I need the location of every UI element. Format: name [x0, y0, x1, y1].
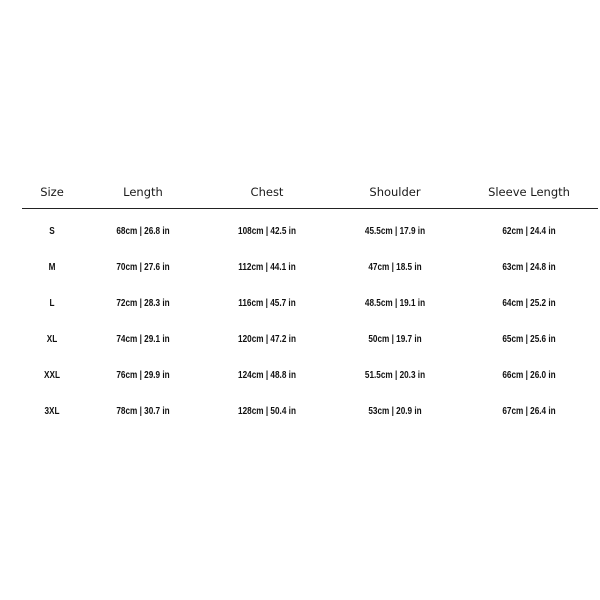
length-cell: 72cm | 28.3 in — [116, 297, 170, 309]
size-cell: L — [49, 297, 55, 309]
chest-cell: 128cm | 50.4 in — [238, 405, 296, 417]
length-cell: 74cm | 29.1 in — [116, 333, 170, 345]
shoulder-cell: 48.5cm | 19.1 in — [364, 297, 426, 309]
sleeve-length-cell: 62cm | 24.4 in — [502, 225, 556, 237]
table-row — [22, 249, 598, 285]
header-chest: Chest — [250, 185, 284, 199]
table-header — [22, 176, 598, 209]
chest-cell: 120cm | 47.2 in — [238, 333, 296, 345]
chest-cell: 116cm | 45.7 in — [238, 297, 296, 309]
chest-cell: 112cm | 44.1 in — [238, 261, 296, 273]
shoulder-cell: 45.5cm | 17.9 in — [364, 225, 426, 237]
shoulder-cell: 51.5cm | 20.3 in — [364, 369, 426, 381]
sleeve-length-cell: 66cm | 26.0 in — [502, 369, 556, 381]
shoulder-cell: 47cm | 18.5 in — [368, 261, 422, 273]
size-cell: XL — [46, 333, 58, 345]
length-cell: 76cm | 29.9 in — [116, 369, 170, 381]
size-cell: XXL — [44, 369, 60, 381]
sleeve-length-cell: 65cm | 25.6 in — [502, 333, 556, 345]
header-shoulder: Shoulder — [369, 185, 421, 199]
size-cell: M — [48, 261, 56, 273]
table-row — [22, 321, 598, 357]
table-row — [22, 393, 598, 429]
sleeve-length-cell: 64cm | 25.2 in — [502, 297, 556, 309]
shoulder-cell: 53cm | 20.9 in — [368, 405, 422, 417]
table-row — [22, 213, 598, 249]
sleeve-length-cell: 63cm | 24.8 in — [502, 261, 556, 273]
chest-cell: 124cm | 48.8 in — [238, 369, 296, 381]
length-cell: 78cm | 30.7 in — [116, 405, 170, 417]
length-cell: 68cm | 26.8 in — [116, 225, 170, 237]
header-length: Length — [123, 185, 163, 199]
chest-cell: 108cm | 42.5 in — [238, 225, 296, 237]
shoulder-cell: 50cm | 19.7 in — [368, 333, 422, 345]
size-cell: S — [49, 225, 55, 237]
length-cell: 70cm | 27.6 in — [116, 261, 170, 273]
sleeve-length-cell: 67cm | 26.4 in — [502, 405, 556, 417]
size-chart-table — [22, 176, 598, 429]
header-sleeve-length: Sleeve Length — [488, 185, 570, 199]
header-size: Size — [40, 185, 64, 199]
table-row — [22, 357, 598, 393]
table-body — [22, 209, 598, 429]
size-cell: 3XL — [44, 405, 60, 417]
table-row — [22, 285, 598, 321]
